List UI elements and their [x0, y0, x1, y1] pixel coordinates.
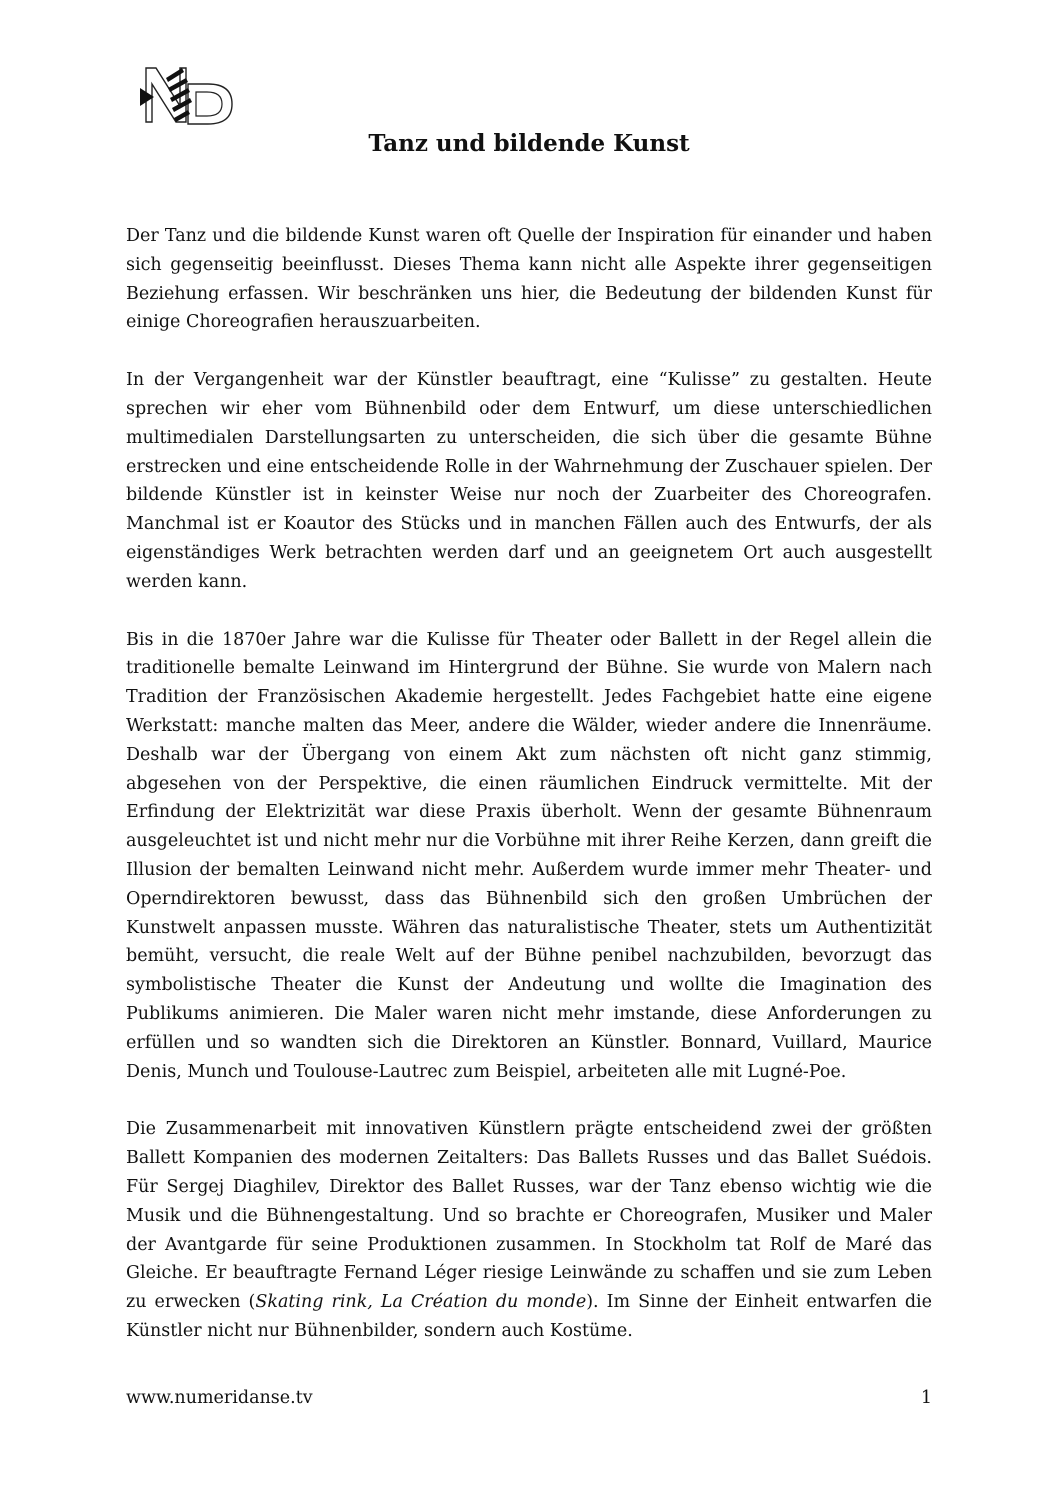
paragraph-text: ). Im Sinne der Einheit entwarfen die Künstler nicht nur Bühnenbilder, sondern auch Kostüme. — [126, 1292, 932, 1341]
page-number: 1 — [920, 1388, 932, 1408]
nd-logo-icon — [138, 64, 234, 126]
paragraph: In der Vergangenheit war der Künstler beauftragt, eine “Kulisse” zu gestalten. Heute sprechen wir eher vom Bühnenbild oder dem Entwurf, um diese unterschiedlichen multimedialen Darstellungsarten zu unterscheiden, die sich über die gesamte Bühne erstrecken und eine entscheidende Rolle in der Wahrnehmung der Zuschauer spielen. Der bildende Künstler ist in keinster Weise nur noch der Zuarbeiter des Choreografen. Manchmal ist er Koautor des Stücks und in manchen Fällen auch des Entwurfs, der als eigenständiges Werk betrachten werden darf und an geeignetem Ort auch ausgestellt werden kann. — [126, 370, 932, 592]
paragraph: Der Tanz und die bildende Kunst waren oft Quelle der Inspiration für einander und haben sich gegenseitig beeinflusst. Dieses Thema kann nicht alle Aspekte ihrer gegenseitigen Beziehung erfassen. Wir beschränken uns hier, die Bedeutung der bildenden Kunst für einige Choreografien herauszuarbeiten. — [126, 226, 932, 333]
paragraph: Bis in die 1870er Jahre war die Kulisse für Theater oder Ballett in der Regel allein die traditionelle bemalte Leinwand im Hintergrund der Bühne. Sie wurde von Malern nach Tradition der Französischen Akademie hergestellt. Jedes Fachgebiet hatte eine eigene Werkstatt: manche malten das Meer, andere die Wälder, wieder andere die Innenräume. Deshalb war der Übergang von einem Akt zum nächsten oft nicht ganz stimmig, abgesehen von der Perspektive, die einen räumlichen Eindruck vermittelte. Mit der Erfindung der Elektrizität war diese Praxis überholt. Wenn der gesamte Bühnenraum ausgeleuchtet ist und nicht mehr nur die Vorbühne mit ihrer Reihe Kerzen, dann greift die Illusion der bemalten Leinwand nicht mehr. Außerdem wurde immer mehr Theater- und Operndirektoren bewusst, dass das Bühnenbild sich den großen Umbrüchen der Kunstwelt anpassen musste. Währen das naturalistische Theater, stets um Authentizität bemüht, versucht, die reale Welt auf der Bühne penibel nachzubilden, bevorzugt das symbolistische Theater die Kunst der Andeutung und wollte die Imagination des Publikums animieren. Die Maler waren nicht mehr imstande, diese Anforderungen zu erfüllen und so wandten sich die Direktoren an Künstler. Bonnard, Vuillard, Maurice Denis, Munch und Toulouse-Lautrec zum Beispiel, arbeiteten alle mit Lugné-Poe. — [126, 629, 932, 1082]
page-footer — [126, 1384, 932, 1412]
page-title: Tanz und bildende Kunst — [368, 130, 690, 157]
work-titles: Skating rink, La Création du monde — [255, 1292, 587, 1313]
document-body — [126, 222, 932, 1346]
paragraph-text: Die Zusammenarbeit mit innovativen Künstlern prägte entscheidend zwei der größten Ballett Kompanien des modernen Zeitalters: Das Ballets Russes und das Ballet Suédois. Für Sergej Diaghilev, Direktor des Ballet Russes, war der Tanz ebenso wichtig wie die Musik und die Bühnengestaltung. Und so brachte er Choreografen, Musiker und Maler der Avantgarde für seine Produktionen zusammen. In Stockholm tat Rolf de Maré das Gleiche. Er beauftragte Fernand Léger riesige Leinwände zu schaffen und sie zum Leben zu erwecken ( — [126, 1119, 932, 1313]
paragraph — [126, 1115, 932, 1345]
website-link[interactable]: www.numeridanse.tv — [126, 1388, 313, 1408]
